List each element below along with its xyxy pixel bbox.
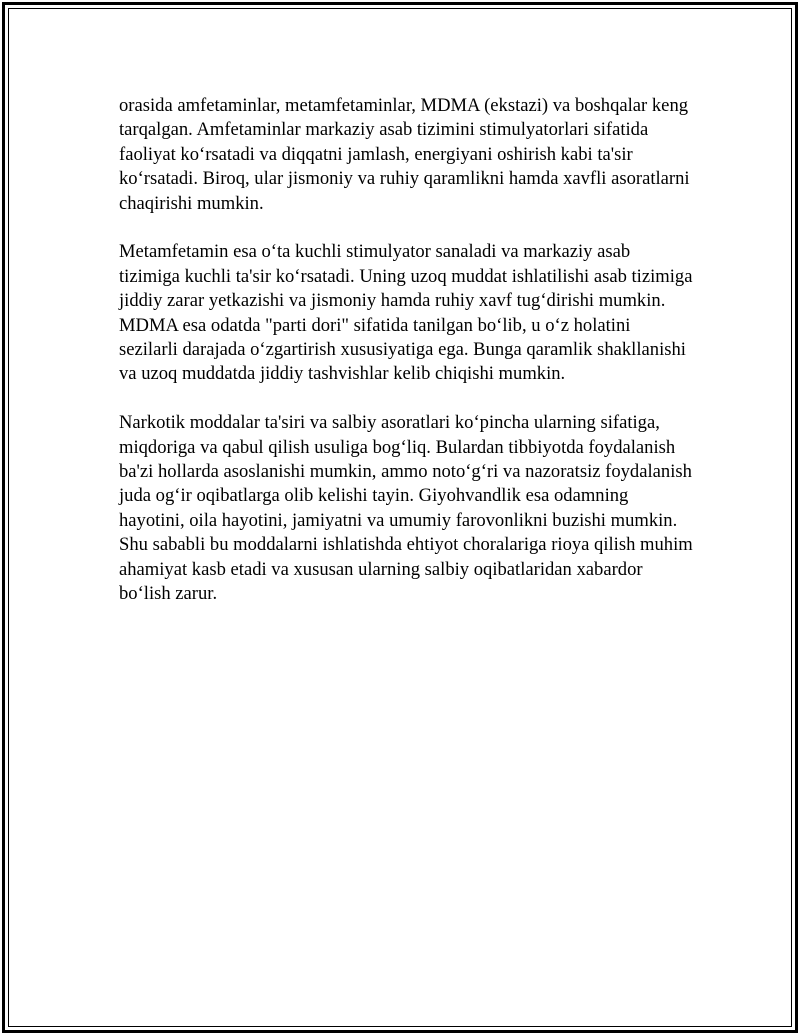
text-line: miqdoriga va qabul qilish usuliga bog‘liq. Bulardan tibbiyotda foydalanish — [119, 436, 676, 458]
text-line: juda og‘ir oqibatlarga olib kelishi tayin. Giyohvandlik esa odamning — [119, 485, 629, 507]
text-line: tizimiga kuchli ta'sir ko‘rsatadi. Uning uzoq muddat ishlatilishi asab tizimiga — [119, 265, 693, 287]
text-line: faoliyat ko‘rsatadi va diqqatni jamlash, energiyani oshirish kabi ta'sir — [119, 143, 633, 165]
text-line: tarqalgan. Amfetaminlar markaziy asab tizimini stimulyatorlari sifatida — [119, 119, 649, 141]
text-line: jiddiy zarar yetkazishi va jismoniy hamda ruhiy xavf tug‘dirishi mumkin. — [119, 290, 666, 312]
text-line: ko‘rsatadi. Biroq, ular jismoniy va ruhiy qaramlikni hamda xavfli asoratlarni — [119, 168, 690, 190]
text-line: ba'zi hollarda asoslanishi mumkin, ammo noto‘g‘ri va nazoratsiz foydalanish — [119, 461, 692, 483]
document-body — [119, 94, 709, 631]
text-line: orasida amfetaminlar, metamfetaminlar, MDMA (ekstazi) va boshqalar keng — [119, 95, 689, 116]
text-line: bo‘lish zarur. — [119, 583, 218, 605]
text-line: chaqirishi mumkin. — [119, 192, 264, 214]
text-line: MDMA esa odatda "parti dori" sifatida tanilgan bo‘lib, u o‘z holatini — [119, 314, 631, 336]
page-border — [2, 2, 798, 1033]
paragraph-1 — [119, 94, 709, 216]
text-line: va uzoq muddatda jiddiy tashvishlar kelib chiqishi mumkin. — [119, 363, 566, 385]
text-line: ahamiyat kasb etadi va xususan ularning salbiy oqibatlaridan xabardor — [119, 558, 643, 580]
text-line: Metamfetamin esa o‘ta kuchli stimulyator sanaladi va markaziy asab — [119, 241, 631, 263]
text-line: sezilarli darajada o‘zgartirish xususiyatiga ega. Bunga qaramlik shakllanishi — [119, 339, 686, 361]
text-line: Shu sababli bu moddalarni ishlatishda ehtiyot choralariga rioya qilish muhim — [119, 534, 693, 556]
paragraph-3 — [119, 411, 709, 606]
text-line: hayotini, oila hayotini, jamiyatni va umumiy farovonlikni buzishi mumkin. — [119, 509, 678, 531]
text-line: Narkotik moddalar ta'siri va salbiy asoratlari ko‘pincha ularning sifatiga, — [119, 412, 660, 434]
paragraph-2 — [119, 240, 709, 386]
